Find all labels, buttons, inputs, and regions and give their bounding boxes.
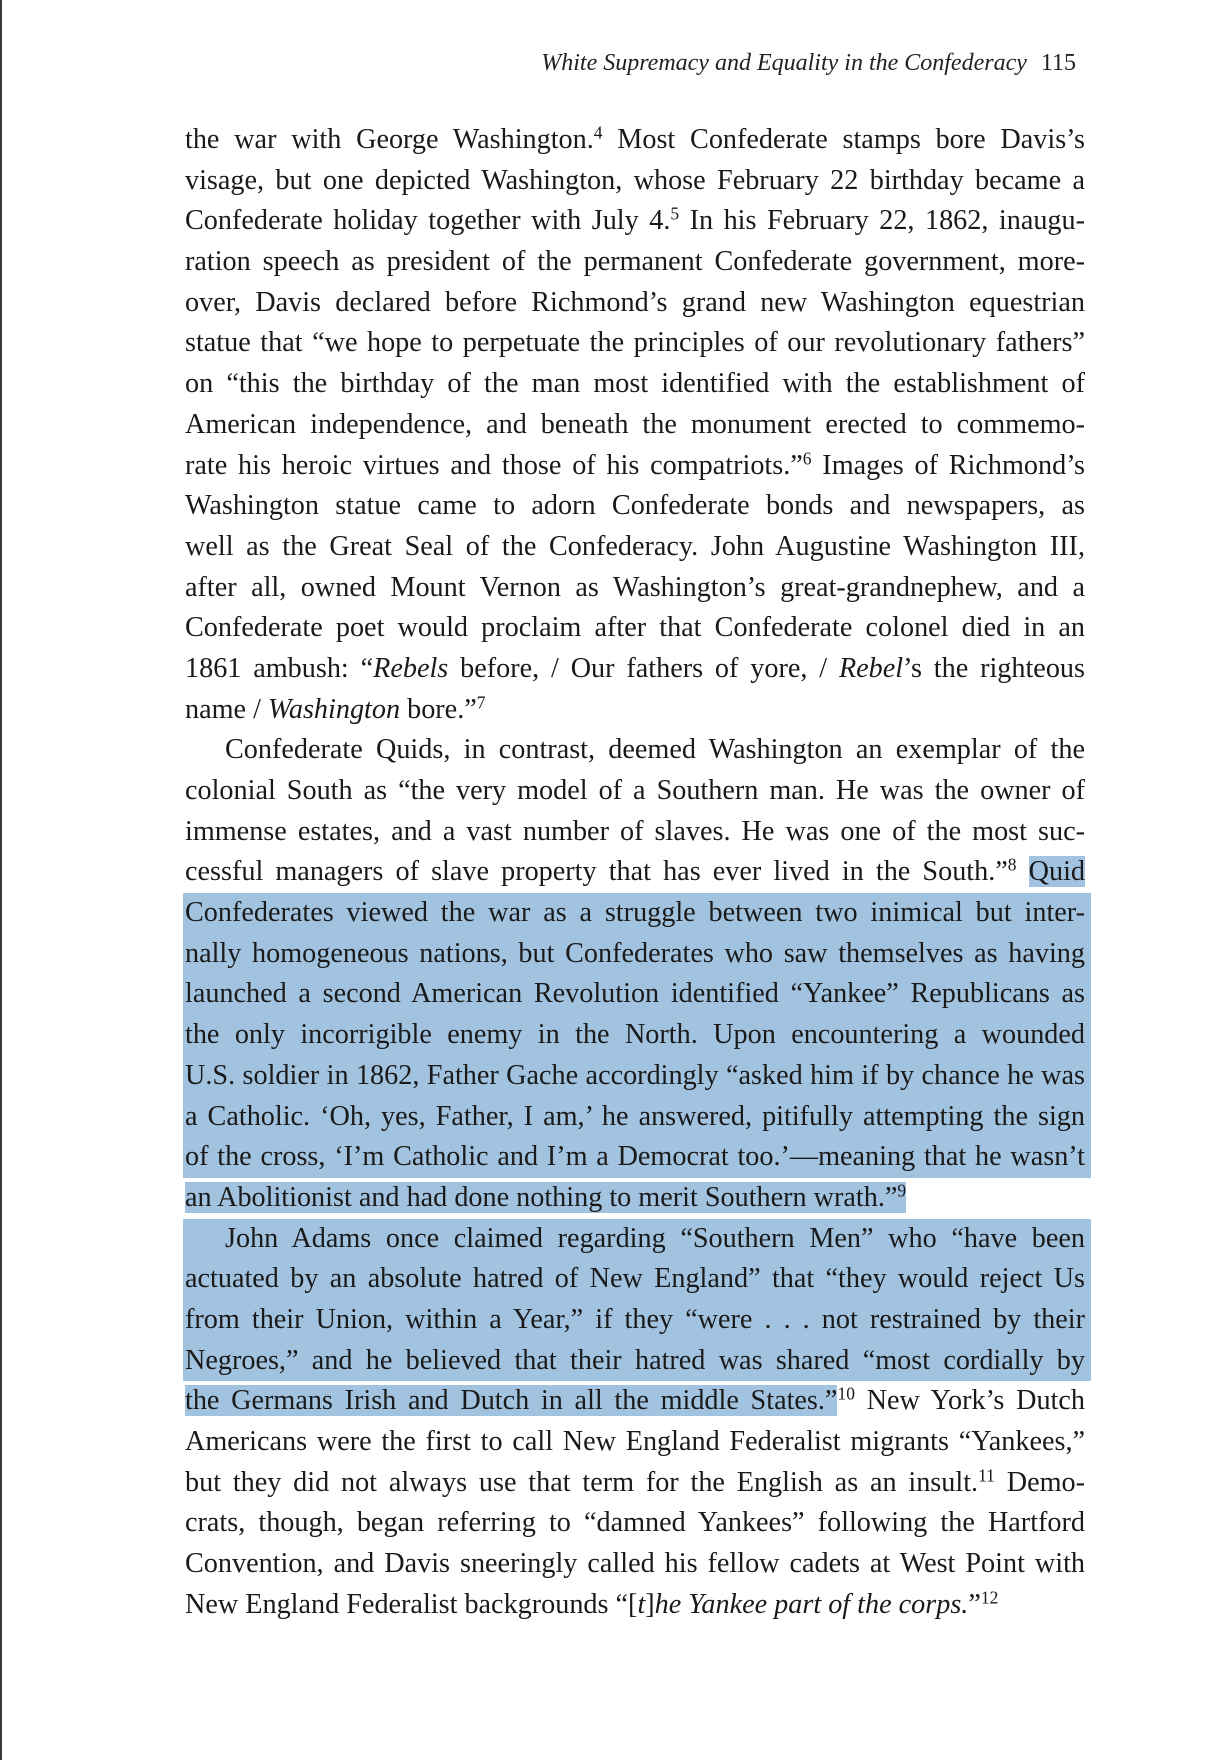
text-line: statue that “we hope to perpetuate the principles of our revolutionary fathers” [185, 327, 1085, 359]
page-number: 115 [1040, 50, 1076, 76]
text-line: colonial South as “the very model of a Southern man. He was the owner of [185, 775, 1085, 806]
footnote-ref: 8 [1007, 854, 1017, 875]
text-line: the war with George Washington.$^4$ Most Confederate stamps bore Davis’s [185, 122, 1085, 155]
footnote-ref: 9 [897, 1180, 907, 1201]
selected-text-line[interactable]: actuated by an absolute hatred of New England” that “they would reject Us [183, 1259, 1091, 1300]
footnote-ref: 7 [476, 692, 486, 713]
text-line: Washington statue came to adorn Confederate bonds and newspapers, as [185, 490, 1085, 522]
text-line: cessful managers of slave property that has ever lived in the South.”$^8$ Quid [185, 854, 1085, 888]
text-line: Confederate holiday together with July 4.$^5$ In his February 22, 1862, inaugu- [185, 203, 1085, 237]
footnote-ref: 6 [802, 447, 812, 468]
text-selection[interactable]: the Germans Irish and Dutch in all the middle States.” [185, 1385, 838, 1417]
text-line: Confederate poet would proclaim after that Confederate colonel died in an [185, 612, 1085, 644]
running-head-title: White Supremacy and Equality in the Confederacy [541, 50, 1027, 76]
selected-text-line[interactable]: U.S. soldier in 1862, Father Gache accordingly “asked him if by chance he was [183, 1056, 1091, 1097]
selected-text-line[interactable]: from their Union, within a Year,” if they “were . . . not restrained by their [183, 1300, 1091, 1341]
text-line: American independence, and beneath the monument erected to commemo- [185, 408, 1085, 440]
footnote-ref: 5 [670, 203, 680, 224]
selected-text-line[interactable]: of the cross, ‘I’m Catholic and I’m a Democrat too.’—meaning that he wasn’t [183, 1137, 1091, 1178]
text-line: the Germans Irish and Dutch in all the middle States.”$^{10}$ New York’s Dutch [185, 1383, 1085, 1417]
text-line: over, Davis declared before Richmond’s grand new Washington equestrian [185, 286, 1085, 318]
text-line: immense estates, and a vast number of slaves. He was one of the most suc- [185, 815, 1085, 847]
selected-text-line[interactable]: the only incorrigible enemy in the North. Upon encountering a wounded [183, 1015, 1091, 1056]
text-line: visage, but one depicted Washington, whose February 22 birthday became a [185, 164, 1085, 196]
text-line: Confederate Quids, in contrast, deemed Washington an exemplar of the [225, 734, 1085, 766]
text-line: name / Washington bore.”$^7$ [185, 692, 486, 725]
page-edge-rule [0, 0, 2, 1760]
text-line: New England Federalist backgrounds “[t]he Yankee part of the corps.”$^{12}$ [185, 1587, 999, 1620]
text-line: crats, though, began referring to “damned Yankees” following the Hartford [185, 1507, 1085, 1539]
selected-text-line[interactable]: Confederates viewed the war as a struggle between two inimical but inter- [183, 893, 1091, 934]
text-line: on “this the birthday of the man most identified with the establishment of [185, 368, 1085, 400]
running-head [541, 50, 1076, 77]
selected-text-line[interactable]: launched a second American Revolution identified “Yankee” Republicans as [183, 974, 1091, 1015]
text-line: ration speech as president of the permanent Confederate government, more- [185, 246, 1085, 278]
text-selection[interactable]: Quid [1028, 856, 1085, 888]
text-line: rate his heroic virtues and those of his compatriots.”$^6$ Images of Richmond’s [185, 447, 1085, 481]
text-line: Americans were the first to call New England Federalist migrants “Yankees,” [185, 1426, 1085, 1457]
footnote-ref: 12 [980, 1587, 999, 1608]
footnote-ref: 10 [837, 1383, 855, 1404]
selected-text-line[interactable]: John Adams once claimed regarding “Southern Men” who “have been [183, 1219, 1091, 1260]
text-line: well as the Great Seal of the Confederacy. John Augustine Washington III, [185, 530, 1085, 562]
text-line: 1861 ambush: “Rebels before, / Our fathers of yore, / Rebel’s the righteous [185, 652, 1085, 684]
selected-text-line[interactable]: Negroes,” and he believed that their hatred was shared “most cordially by [183, 1341, 1091, 1382]
text-line: Convention, and Davis sneeringly called his fellow cadets at West Point with [185, 1548, 1085, 1580]
footnote-ref: 4 [593, 122, 603, 143]
text-line: but they did not always use that term for the English as an insult.$^{11}$ Demo- [185, 1465, 1085, 1498]
selected-text-line[interactable]: an Abolitionist and had done nothing to merit Southern wrath.”$^9$ [185, 1180, 907, 1213]
text-line: after all, owned Mount Vernon as Washington’s great-grandnephew, and a [185, 571, 1085, 603]
selected-text-line[interactable]: nally homogeneous nations, but Confederates who saw themselves as having [183, 934, 1091, 975]
selected-text-line[interactable]: a Catholic. ‘Oh, yes, Father, I am,’ he answered, pitifully attempting the sign [183, 1097, 1091, 1138]
body-text[interactable] [185, 120, 1085, 1625]
footnote-ref: 11 [978, 1465, 995, 1486]
